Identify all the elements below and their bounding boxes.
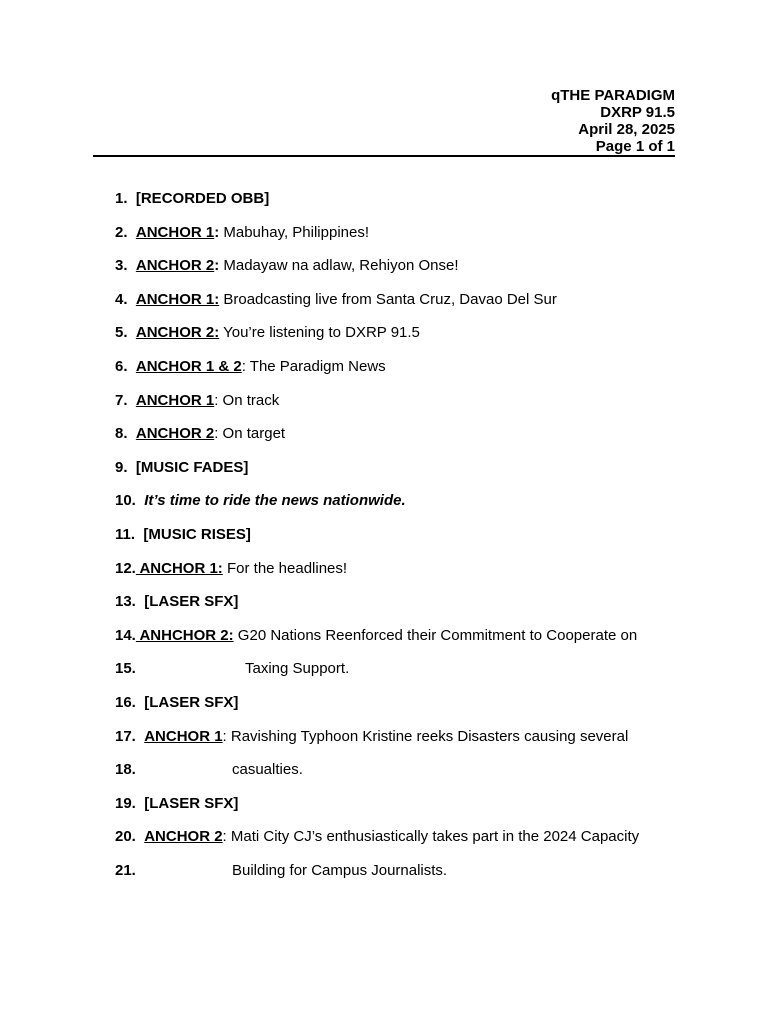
- line-text: : On track: [214, 391, 280, 409]
- script-line-10: [115, 489, 695, 523]
- speaker: ANCHOR 1 & 2: [135, 357, 242, 375]
- script-line-2: [115, 221, 695, 255]
- script-line-16: [115, 691, 695, 725]
- program-title: qTHE PARADIGM: [551, 87, 675, 104]
- cue: [RECORDED OBB]: [135, 190, 270, 207]
- line-number: 5.: [115, 324, 128, 342]
- line-number: 20.: [115, 828, 136, 846]
- page-header: [93, 87, 675, 155]
- line-number: 18.: [115, 761, 136, 779]
- script-line-15: [115, 657, 695, 691]
- speaker: ANCHOR 1: [135, 223, 215, 241]
- line-number: 11.: [115, 525, 136, 543]
- speaker: ANCHOR 2:: [135, 324, 220, 342]
- speaker: ANCHOR 1:: [135, 290, 220, 308]
- script-line-6: [115, 355, 695, 389]
- header-divider: [93, 155, 675, 157]
- page-number: Page 1 of 1: [595, 138, 675, 155]
- line-number: 12.: [115, 559, 136, 577]
- colon: :: [214, 223, 220, 241]
- line-text: Broadcasting live from Santa Cruz, Davao Del Sur: [219, 290, 557, 308]
- script-line-13: [115, 590, 695, 624]
- line-number: 13.: [115, 593, 136, 611]
- speaker: ANHCHOR 2:: [135, 626, 234, 644]
- line-text: G20 Nations Reenforced their Commitment to Cooperate on: [233, 626, 638, 644]
- line-continuation: Taxing Support.: [245, 660, 350, 678]
- script-line-20: [115, 825, 695, 859]
- cue: [LASER SFX]: [144, 593, 239, 611]
- script-line-3: [115, 254, 695, 288]
- line-text: : The Paradigm News: [241, 357, 386, 375]
- line-text: For the headlines!: [222, 559, 348, 577]
- script-line-11: [115, 523, 695, 557]
- line-number: 9.: [115, 458, 128, 476]
- line-number: 10.: [115, 492, 136, 510]
- script-line-17: [115, 725, 695, 759]
- line-text: : Ravishing Typhoon Kristine reeks Disasters causing several: [222, 727, 629, 745]
- script-line-5: [115, 321, 695, 355]
- line-text: You’re listening to DXRP 91.5: [219, 324, 420, 342]
- line-number: 19.: [115, 794, 136, 812]
- script-line-14: [115, 624, 695, 658]
- line-text: : Mati City CJ’s enthusiastically takes part in the 2024 Capacity: [222, 828, 640, 846]
- tagline: It’s time to ride the news nationwide.: [144, 492, 406, 510]
- script-line-18: [115, 758, 695, 792]
- script-line-7: [115, 389, 695, 423]
- speaker: ANCHOR 2: [144, 828, 223, 846]
- cue: [LASER SFX]: [144, 794, 239, 812]
- line-text: : On target: [214, 425, 286, 443]
- script-body: [115, 187, 695, 892]
- script-line-4: [115, 288, 695, 322]
- line-number: 14.: [115, 626, 136, 644]
- line-number: 7.: [115, 391, 128, 409]
- line-number: 8.: [115, 425, 128, 443]
- line-number: 17.: [115, 727, 136, 745]
- colon: :: [214, 257, 220, 275]
- station-label: DXRP 91.5: [600, 104, 675, 121]
- speaker: ANCHOR 1: [144, 727, 223, 745]
- line-number: 16.: [115, 693, 136, 711]
- script-line-12: [115, 557, 695, 591]
- broadcast-date: April 28, 2025: [578, 121, 675, 138]
- line-number: 1.: [115, 190, 128, 207]
- speaker: ANCHOR 1: [135, 391, 215, 409]
- script-line-21: [115, 859, 695, 893]
- line-continuation: Building for Campus Journalists.: [232, 861, 448, 879]
- line-number: 15.: [115, 660, 136, 678]
- cue: [MUSIC FADES]: [135, 458, 249, 476]
- cue: [LASER SFX]: [144, 693, 239, 711]
- script-line-9: [115, 456, 695, 490]
- line-text: Mabuhay, Philippines!: [219, 223, 370, 241]
- script-line-19: [115, 792, 695, 826]
- line-continuation: casualties.: [232, 761, 303, 779]
- line-text: Madayaw na adlaw, Rehiyon Onse!: [219, 257, 459, 275]
- line-number: 21.: [115, 861, 136, 879]
- script-line-8: [115, 422, 695, 456]
- speaker: ANCHOR 1:: [135, 559, 223, 577]
- line-number: 2.: [115, 223, 128, 241]
- script-line-1: [115, 187, 695, 221]
- speaker: ANCHOR 2: [135, 425, 215, 443]
- line-number: 6.: [115, 357, 128, 375]
- speaker: ANCHOR 2: [135, 257, 215, 275]
- line-number: 4.: [115, 290, 128, 308]
- line-number: 3.: [115, 257, 128, 275]
- cue: [MUSIC RISES]: [143, 525, 251, 543]
